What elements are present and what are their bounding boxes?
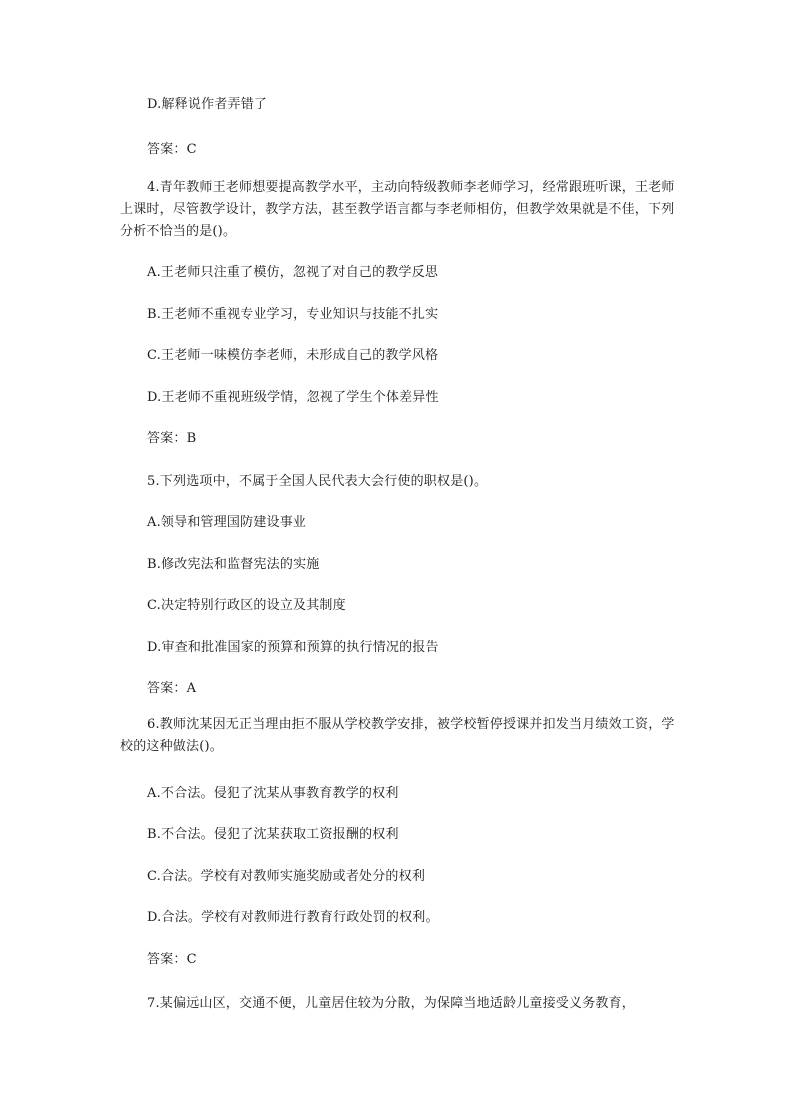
q3-option-d: D.解释说作者弄错了	[147, 97, 268, 112]
q6-option-d: D.合法。学校有对教师进行教育行政处罚的权利。	[147, 910, 439, 925]
q5-option-a: A.领导和管理国防建设事业	[147, 515, 307, 530]
q7-stem: 7.某偏远山区，交通不便，儿童居住较为分散，为保障当地适龄儿童接受义务教育，	[147, 996, 636, 1011]
q5-answer: 答案：A	[147, 681, 197, 696]
q4-option-c: C.王老师一味模仿李老师，未形成自己的教学风格	[147, 348, 439, 363]
q3-answer: 答案：C	[147, 142, 197, 157]
q6-option-c: C.合法。学校有对教师实施奖励或者处分的权利	[147, 869, 426, 884]
q5-option-c: C.决定特别行政区的设立及其制度	[147, 598, 346, 613]
q4-answer: 答案：B	[147, 431, 197, 446]
q4-option-a: A.王老师只注重了模仿，忽视了对自己的教学反思	[147, 265, 439, 280]
q4-stem: 4.青年教师王老师想要提高教学水平，主动向特级教师李老师学习，经常跟班听课，王老师上课时，尽管教学设计，教学方法，甚至教学语言都与李老师相仿，但教学效果就是不佳，下列分析不恰当的是()。	[120, 180, 675, 239]
q6-option-b: B.不合法。侵犯了沈某获取工资报酬的权利	[147, 827, 399, 842]
q4-option-b: B.王老师不重视专业学习，专业知识与技能不扎实	[147, 307, 439, 322]
q5-stem: 5.下列选项中，不属于全国人民代表大会行使的职权是()。	[147, 474, 488, 489]
q6-answer: 答案：C	[147, 952, 197, 967]
q6-option-a: A.不合法。侵犯了沈某从事教育教学的权利	[147, 786, 399, 801]
q4-option-d: D.王老师不重视班级学情，忽视了学生个体差异性	[147, 390, 439, 405]
q6-stem: 6.教师沈某因无正当理由拒不服从学校教学安排，被学校暂停授课并扣发当月绩效工资，学校的这种做法()。	[120, 717, 675, 754]
q5-option-b: B.修改宪法和监督宪法的实施	[147, 557, 320, 572]
q5-option-d: D.审查和批准国家的预算和预算的执行情况的报告	[147, 640, 439, 655]
